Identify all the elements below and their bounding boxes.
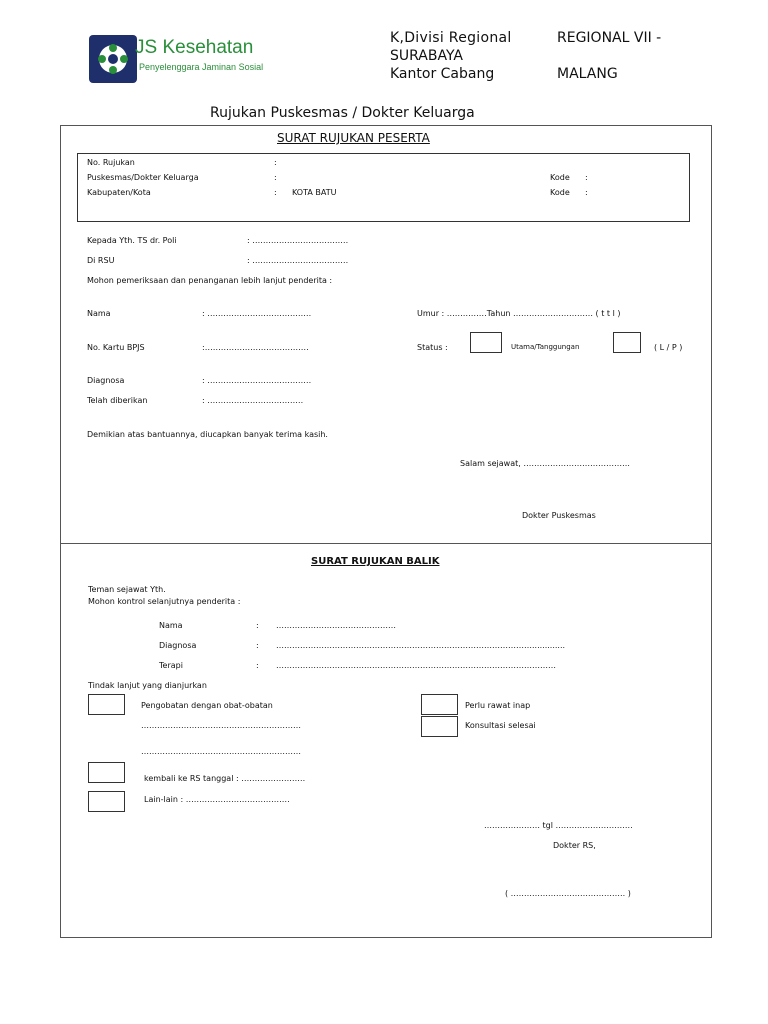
kembali-checkbox[interactable] [88,762,125,783]
divisi-value-cont: SURABAYA [390,48,464,64]
kode-label-1: Kode [550,173,570,182]
status-checkbox[interactable] [470,332,502,353]
balik-terapi-label: Terapi [159,661,183,670]
form-frame [60,125,712,938]
kabupaten-label: Kabupaten/Kota [87,188,151,197]
logo-title: JS Kesehatan [135,37,254,58]
konsultasi-checkbox[interactable] [421,716,458,737]
salam-text: Salam sejawat, …………………………………. [460,459,630,468]
kartu-field[interactable]: :………………………………… [202,343,309,352]
obat-checkbox[interactable] [88,694,125,715]
no-rujukan-colon: : [274,158,277,167]
balik-terapi-field[interactable]: …………………………………………………………………………………………… [276,661,556,670]
status-label: Status : [417,343,448,352]
kabupaten-value: KOTA BATU [292,188,337,197]
balik-terapi-colon: : [256,661,259,670]
kabupaten-colon: : [274,188,277,197]
signer-puskesmas: Dokter Puskesmas [522,511,596,520]
di-rsu-field[interactable]: : ……………………………… [247,256,349,265]
balik-diagnosa-label: Diagnosa [159,641,197,650]
balik-nama-colon: : [256,621,259,630]
referral-title: SURAT RUJUKAN PESERTA [277,131,430,145]
kartu-label: No. Kartu BPJS [87,343,145,352]
balik-nama-field[interactable]: ……………………………………… [276,621,396,630]
balik-greeting-1: Teman sejawat Yth. [88,585,166,594]
logo-subtitle: Penyelenggara Jaminan Sosial [139,62,264,72]
tindak-text: Tindak lanjut yang dianjurkan [88,681,207,690]
balik-diagnosa-colon: : [256,641,259,650]
umur-field[interactable]: Umur : ……………Tahun ………………………… ( t t l ) [417,309,621,318]
kembali-label[interactable]: kembali ke RS tanggal : …………………… [144,774,306,783]
bpjs-logo [89,35,269,83]
document-title: Rujukan Puskesmas / Dokter Keluarga [210,105,475,121]
tgl-field[interactable]: ………………… tgl ……………………….. [484,821,633,830]
balik-greeting-2: Mohon kontrol selanjutnya penderita : [88,597,241,606]
kode-colon-1: : [585,173,588,182]
mohon-text: Mohon pemeriksaan dan penanganan lebih lanjut penderita : [87,276,333,285]
divisi-value: REGIONAL VII - [557,30,662,46]
obat-dots-2[interactable]: …………………………………………………… [141,747,301,756]
diberikan-label: Telah diberikan [87,396,148,405]
gender-checkbox[interactable] [613,332,641,353]
balik-title: SURAT RUJUKAN BALIK [311,556,440,567]
kantor-value: MALANG [557,66,618,82]
kepada-label: Kepada Yth. TS dr. Poli [87,236,177,245]
obat-label: Pengobatan dengan obat-obatan [141,701,273,710]
gender-option-label: ( L / P ) [654,343,683,352]
diberikan-field[interactable]: : ……………………………… [202,396,304,405]
nama-field[interactable]: : ………………………………… [202,309,312,318]
rawat-label: Perlu rawat inap [465,701,531,710]
kepada-field[interactable]: : ……………………………… [247,236,349,245]
bpjs-logo-icon [89,35,137,83]
rawat-checkbox[interactable] [421,694,458,715]
kantor-label: Kantor Cabang [390,66,495,82]
no-rujukan-label: No. Rujukan [87,158,135,167]
balik-nama-label: Nama [159,621,183,630]
puskesmas-colon: : [274,173,277,182]
nama-label: Nama [87,309,111,318]
diagnosa-label: Diagnosa [87,376,125,385]
puskesmas-label: Puskesmas/Dokter Keluarga [87,173,199,182]
signature-line[interactable]: ( ……………………………………. ) [505,889,631,898]
obat-dots-1[interactable]: …………………………………………………… [141,721,301,730]
lain-checkbox[interactable] [88,791,125,812]
diagnosa-field[interactable]: : ………………………………… [202,376,312,385]
status-option-label: Utama/Tanggungan [511,343,580,351]
referral-info-box [77,153,690,222]
di-rsu-label: Di RSU [87,256,115,265]
divisi-label: K,Divisi Regional [390,30,512,46]
signer-rs: Dokter RS, [553,841,596,850]
kode-label-2: Kode [550,188,570,197]
demikian-text: Demikian atas bantuannya, diucapkan banyak terima kasih. [87,430,328,439]
konsultasi-label: Konsultasi selesai [465,721,536,730]
balik-diagnosa-field[interactable]: ……………………………………………………………………………………............. [276,641,566,650]
kode-colon-2: : [585,188,588,197]
section-divider [60,543,711,544]
lain-label[interactable]: Lain-lain : ………………………………… [144,795,290,804]
